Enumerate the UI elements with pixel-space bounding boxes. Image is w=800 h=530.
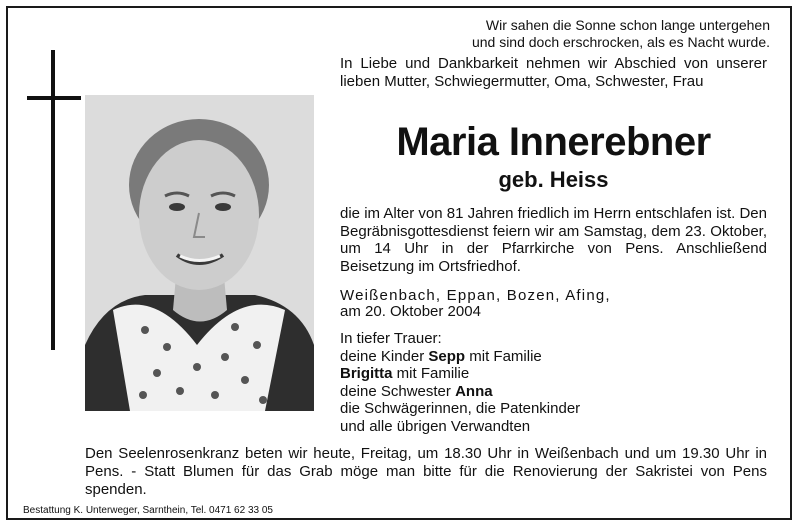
funeral-home-footer: Bestattung K. Unterweger, Sarnthein, Tel. 0471 62 33 05 (23, 505, 273, 516)
mourner-line: und alle übrigen Verwandten (340, 417, 531, 435)
epigraph-line-1: Wir sahen die Sonne schon lange untergehen (485, 17, 770, 33)
mourner-text: mit Familie (392, 365, 470, 382)
places-line: Weißenbach, Eppan, Bozen, Afing, (340, 287, 611, 304)
cross-icon-bar (27, 96, 81, 100)
portrait-photo (85, 95, 314, 411)
rosary-text: Den Seelenrosenkranz beten wir heute, Freitag, um 18.30 Uhr in Weißenbach und um 19.30 Uhr in Pens. - Statt Blumen für das Grab möge man bitte für die Renovierung der Sakristei von Pens spenden. (85, 445, 767, 498)
mourner-line (340, 383, 767, 401)
mourner-name: Anna (455, 382, 493, 400)
mourner-text: deine Schwester (340, 382, 456, 400)
date-line: am 20. Oktober 2004 (340, 303, 481, 320)
mourner-name: Brigitta (340, 365, 393, 382)
mourner-text: deine Kinder (340, 347, 429, 365)
mourner-text: mit Familie (465, 347, 542, 365)
epigraph (380, 17, 770, 51)
mourner-line (340, 348, 767, 366)
intro-text: In Liebe und Dankbarkeit nehmen wir Abschied von unserer lieben Mutter, Schwiegermutter, Oma, Schwester, Frau (340, 55, 767, 90)
mourner-line: die Schwägerinnen, die Patenkinder (340, 400, 581, 417)
mourners-heading: In tiefer Trauer: (340, 330, 442, 347)
born-name: geb. Heiss (498, 167, 609, 192)
epigraph-line-2: und sind doch erschrocken, als es Nacht wurde. (471, 34, 770, 50)
mourners-block (340, 330, 767, 435)
mourner-name: Sepp (428, 347, 466, 365)
announcement-text: die im Alter von 81 Jahren friedlich im Herrn entschlafen ist. Den Begräbnisgottesdienst feiern wir am Samstag, dem 23. Oktober, um 14 Uhr in der Pfarrkirche von Pens. Anschließend Beisetzung im Ortsfriedhof. (340, 205, 767, 275)
deceased-name: Maria Innerebner (396, 120, 711, 164)
cross-icon (51, 50, 55, 350)
mourner-line (340, 365, 767, 383)
